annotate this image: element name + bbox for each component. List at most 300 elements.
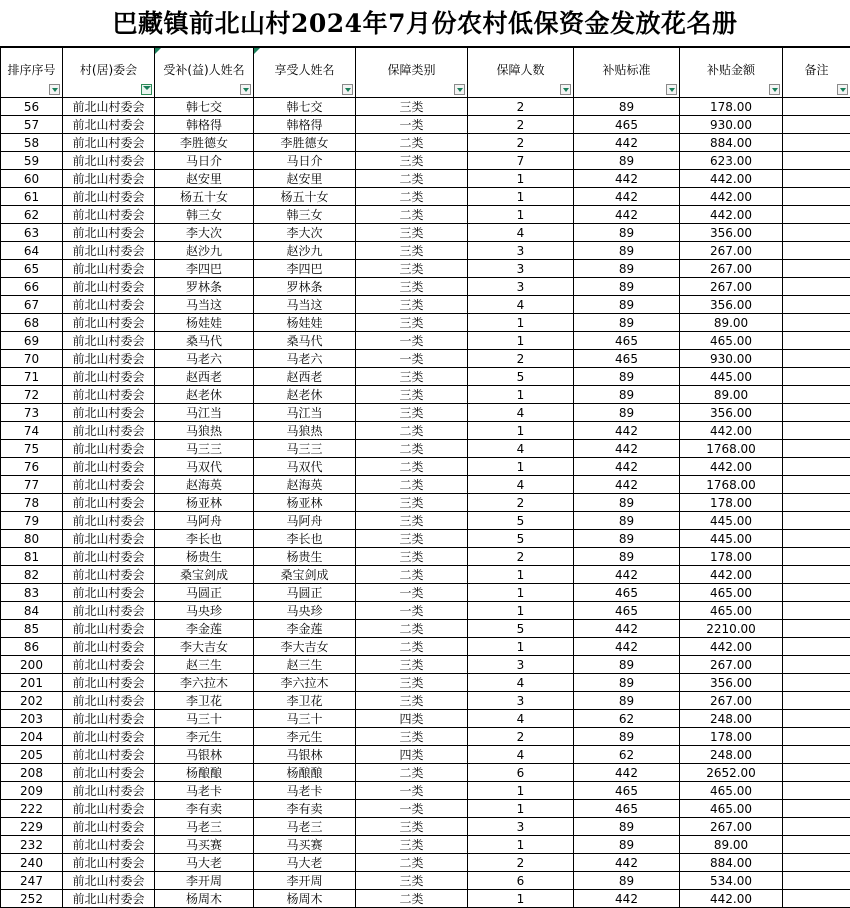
cell-amount[interactable]: 89.00 <box>680 836 783 854</box>
cell-amount[interactable]: 930.00 <box>680 350 783 368</box>
cell-recipient[interactable]: 杨五十女 <box>155 188 254 206</box>
cell-remark[interactable] <box>783 440 850 458</box>
cell-category[interactable]: 三类 <box>356 314 468 332</box>
cell-category[interactable]: 一类 <box>356 332 468 350</box>
cell-index[interactable]: 59 <box>1 152 63 170</box>
cell-standard[interactable]: 442 <box>574 638 680 656</box>
cell-beneficiary[interactable]: 杨五十女 <box>254 188 356 206</box>
cell-people[interactable]: 1 <box>468 206 574 224</box>
cell-index[interactable]: 82 <box>1 566 63 584</box>
cell-people[interactable]: 4 <box>468 710 574 728</box>
cell-category[interactable]: 一类 <box>356 800 468 818</box>
cell-committee[interactable]: 前北山村委会 <box>63 332 155 350</box>
cell-people[interactable]: 4 <box>468 404 574 422</box>
cell-committee[interactable]: 前北山村委会 <box>63 224 155 242</box>
cell-recipient[interactable]: 马当这 <box>155 296 254 314</box>
cell-recipient[interactable]: 马日介 <box>155 152 254 170</box>
cell-remark[interactable] <box>783 746 850 764</box>
cell-committee[interactable]: 前北山村委会 <box>63 728 155 746</box>
cell-people[interactable]: 1 <box>468 782 574 800</box>
cell-index[interactable]: 232 <box>1 836 63 854</box>
cell-category[interactable]: 二类 <box>356 620 468 638</box>
cell-recipient[interactable]: 马央珍 <box>155 602 254 620</box>
cell-beneficiary[interactable]: 马三十 <box>254 710 356 728</box>
cell-standard[interactable]: 442 <box>574 170 680 188</box>
cell-committee[interactable]: 前北山村委会 <box>63 836 155 854</box>
cell-beneficiary[interactable]: 李金莲 <box>254 620 356 638</box>
cell-committee[interactable]: 前北山村委会 <box>63 602 155 620</box>
cell-people[interactable]: 1 <box>468 836 574 854</box>
cell-people[interactable]: 3 <box>468 242 574 260</box>
cell-recipient[interactable]: 赵三生 <box>155 656 254 674</box>
cell-remark[interactable] <box>783 206 850 224</box>
cell-recipient[interactable]: 马三三 <box>155 440 254 458</box>
cell-amount[interactable]: 445.00 <box>680 512 783 530</box>
cell-category[interactable]: 二类 <box>356 458 468 476</box>
cell-category[interactable]: 三类 <box>356 242 468 260</box>
cell-standard[interactable]: 89 <box>574 314 680 332</box>
cell-people[interactable]: 4 <box>468 224 574 242</box>
cell-index[interactable]: 75 <box>1 440 63 458</box>
cell-people[interactable]: 1 <box>468 422 574 440</box>
cell-committee[interactable]: 前北山村委会 <box>63 368 155 386</box>
cell-category[interactable]: 二类 <box>356 566 468 584</box>
cell-amount[interactable]: 442.00 <box>680 458 783 476</box>
cell-amount[interactable]: 267.00 <box>680 692 783 710</box>
cell-standard[interactable]: 442 <box>574 476 680 494</box>
cell-standard[interactable]: 465 <box>574 800 680 818</box>
cell-amount[interactable]: 445.00 <box>680 368 783 386</box>
cell-committee[interactable]: 前北山村委会 <box>63 134 155 152</box>
cell-people[interactable]: 1 <box>468 170 574 188</box>
cell-index[interactable]: 83 <box>1 584 63 602</box>
cell-committee[interactable]: 前北山村委会 <box>63 800 155 818</box>
cell-beneficiary[interactable]: 马三三 <box>254 440 356 458</box>
cell-people[interactable]: 1 <box>468 638 574 656</box>
cell-people[interactable]: 4 <box>468 746 574 764</box>
cell-recipient[interactable]: 李四巴 <box>155 260 254 278</box>
cell-standard[interactable]: 465 <box>574 602 680 620</box>
cell-index[interactable]: 201 <box>1 674 63 692</box>
cell-remark[interactable] <box>783 584 850 602</box>
cell-remark[interactable] <box>783 458 850 476</box>
cell-people[interactable]: 3 <box>468 692 574 710</box>
cell-index[interactable]: 71 <box>1 368 63 386</box>
cell-standard[interactable]: 442 <box>574 422 680 440</box>
cell-remark[interactable] <box>783 728 850 746</box>
cell-beneficiary[interactable]: 赵安里 <box>254 170 356 188</box>
cell-index[interactable]: 203 <box>1 710 63 728</box>
cell-category[interactable]: 二类 <box>356 764 468 782</box>
cell-index[interactable]: 63 <box>1 224 63 242</box>
cell-standard[interactable]: 89 <box>574 224 680 242</box>
cell-amount[interactable]: 178.00 <box>680 98 783 116</box>
cell-beneficiary[interactable]: 马狼热 <box>254 422 356 440</box>
cell-committee[interactable]: 前北山村委会 <box>63 350 155 368</box>
cell-committee[interactable]: 前北山村委会 <box>63 656 155 674</box>
cell-recipient[interactable]: 杨酿酿 <box>155 764 254 782</box>
cell-recipient[interactable]: 杨娃娃 <box>155 314 254 332</box>
cell-beneficiary[interactable]: 韩格得 <box>254 116 356 134</box>
cell-people[interactable]: 1 <box>468 602 574 620</box>
cell-recipient[interactable]: 李大次 <box>155 224 254 242</box>
cell-beneficiary[interactable]: 李胜德女 <box>254 134 356 152</box>
cell-committee[interactable]: 前北山村委会 <box>63 710 155 728</box>
cell-standard[interactable]: 62 <box>574 710 680 728</box>
cell-index[interactable]: 80 <box>1 530 63 548</box>
cell-remark[interactable] <box>783 890 850 908</box>
cell-category[interactable]: 四类 <box>356 746 468 764</box>
cell-standard[interactable]: 89 <box>574 530 680 548</box>
cell-category[interactable]: 三类 <box>356 98 468 116</box>
cell-remark[interactable] <box>783 260 850 278</box>
cell-standard[interactable]: 89 <box>574 368 680 386</box>
cell-index[interactable]: 78 <box>1 494 63 512</box>
cell-recipient[interactable]: 桑马代 <box>155 332 254 350</box>
cell-beneficiary[interactable]: 桑马代 <box>254 332 356 350</box>
cell-committee[interactable]: 前北山村委会 <box>63 386 155 404</box>
cell-beneficiary[interactable]: 李六拉木 <box>254 674 356 692</box>
cell-committee[interactable]: 前北山村委会 <box>63 98 155 116</box>
cell-index[interactable]: 209 <box>1 782 63 800</box>
cell-beneficiary[interactable]: 杨娃娃 <box>254 314 356 332</box>
cell-people[interactable]: 3 <box>468 818 574 836</box>
cell-standard[interactable]: 442 <box>574 188 680 206</box>
cell-recipient[interactable]: 李元生 <box>155 728 254 746</box>
cell-committee[interactable]: 前北山村委会 <box>63 530 155 548</box>
cell-amount[interactable]: 1768.00 <box>680 476 783 494</box>
cell-people[interactable]: 6 <box>468 872 574 890</box>
cell-people[interactable]: 5 <box>468 530 574 548</box>
cell-people[interactable]: 1 <box>468 458 574 476</box>
cell-committee[interactable]: 前北山村委会 <box>63 404 155 422</box>
cell-standard[interactable]: 89 <box>574 728 680 746</box>
cell-index[interactable]: 57 <box>1 116 63 134</box>
cell-remark[interactable] <box>783 116 850 134</box>
cell-index[interactable]: 74 <box>1 422 63 440</box>
cell-beneficiary[interactable]: 赵西老 <box>254 368 356 386</box>
cell-beneficiary[interactable]: 李大次 <box>254 224 356 242</box>
cell-standard[interactable]: 89 <box>574 512 680 530</box>
cell-beneficiary[interactable]: 赵海英 <box>254 476 356 494</box>
cell-remark[interactable] <box>783 602 850 620</box>
cell-recipient[interactable]: 赵安里 <box>155 170 254 188</box>
cell-people[interactable]: 1 <box>468 332 574 350</box>
cell-index[interactable]: 204 <box>1 728 63 746</box>
cell-committee[interactable]: 前北山村委会 <box>63 440 155 458</box>
cell-beneficiary[interactable]: 马日介 <box>254 152 356 170</box>
cell-remark[interactable] <box>783 854 850 872</box>
cell-committee[interactable]: 前北山村委会 <box>63 494 155 512</box>
cell-remark[interactable] <box>783 872 850 890</box>
cell-beneficiary[interactable]: 马银林 <box>254 746 356 764</box>
cell-people[interactable]: 5 <box>468 512 574 530</box>
cell-beneficiary[interactable]: 桑宝剑成 <box>254 566 356 584</box>
cell-category[interactable]: 三类 <box>356 278 468 296</box>
cell-recipient[interactable]: 李开周 <box>155 872 254 890</box>
cell-amount[interactable]: 178.00 <box>680 548 783 566</box>
cell-recipient[interactable]: 韩七交 <box>155 98 254 116</box>
cell-index[interactable]: 66 <box>1 278 63 296</box>
cell-index[interactable]: 208 <box>1 764 63 782</box>
cell-index[interactable]: 65 <box>1 260 63 278</box>
cell-amount[interactable]: 248.00 <box>680 746 783 764</box>
cell-standard[interactable]: 89 <box>574 296 680 314</box>
cell-standard[interactable]: 442 <box>574 440 680 458</box>
cell-recipient[interactable]: 马江当 <box>155 404 254 422</box>
cell-beneficiary[interactable]: 赵三生 <box>254 656 356 674</box>
cell-amount[interactable]: 465.00 <box>680 332 783 350</box>
cell-amount[interactable]: 442.00 <box>680 422 783 440</box>
cell-category[interactable]: 三类 <box>356 692 468 710</box>
cell-index[interactable]: 200 <box>1 656 63 674</box>
cell-index[interactable]: 229 <box>1 818 63 836</box>
cell-amount[interactable]: 442.00 <box>680 188 783 206</box>
cell-index[interactable]: 64 <box>1 242 63 260</box>
cell-beneficiary[interactable]: 杨亚林 <box>254 494 356 512</box>
cell-index[interactable]: 202 <box>1 692 63 710</box>
cell-index[interactable]: 205 <box>1 746 63 764</box>
cell-category[interactable]: 二类 <box>356 134 468 152</box>
cell-beneficiary[interactable]: 李四巴 <box>254 260 356 278</box>
cell-index[interactable]: 84 <box>1 602 63 620</box>
cell-committee[interactable]: 前北山村委会 <box>63 260 155 278</box>
cell-amount[interactable]: 248.00 <box>680 710 783 728</box>
cell-category[interactable]: 一类 <box>356 116 468 134</box>
cell-category[interactable]: 三类 <box>356 818 468 836</box>
cell-category[interactable]: 一类 <box>356 602 468 620</box>
cell-remark[interactable] <box>783 638 850 656</box>
cell-index[interactable]: 60 <box>1 170 63 188</box>
cell-index[interactable]: 85 <box>1 620 63 638</box>
cell-recipient[interactable]: 马买赛 <box>155 836 254 854</box>
cell-beneficiary[interactable]: 杨贵生 <box>254 548 356 566</box>
cell-amount[interactable]: 356.00 <box>680 404 783 422</box>
cell-people[interactable]: 2 <box>468 134 574 152</box>
cell-category[interactable]: 三类 <box>356 872 468 890</box>
cell-category[interactable]: 三类 <box>356 260 468 278</box>
cell-standard[interactable]: 89 <box>574 386 680 404</box>
cell-committee[interactable]: 前北山村委会 <box>63 548 155 566</box>
cell-category[interactable]: 二类 <box>356 854 468 872</box>
cell-standard[interactable]: 442 <box>574 206 680 224</box>
cell-remark[interactable] <box>783 350 850 368</box>
cell-recipient[interactable]: 李胜德女 <box>155 134 254 152</box>
cell-people[interactable]: 4 <box>468 296 574 314</box>
cell-remark[interactable] <box>783 242 850 260</box>
cell-index[interactable]: 69 <box>1 332 63 350</box>
cell-remark[interactable] <box>783 530 850 548</box>
cell-category[interactable]: 三类 <box>356 404 468 422</box>
cell-remark[interactable] <box>783 476 850 494</box>
cell-amount[interactable]: 356.00 <box>680 674 783 692</box>
cell-people[interactable]: 4 <box>468 674 574 692</box>
cell-people[interactable]: 6 <box>468 764 574 782</box>
cell-amount[interactable]: 89.00 <box>680 386 783 404</box>
cell-recipient[interactable]: 马圆正 <box>155 584 254 602</box>
cell-recipient[interactable]: 杨周木 <box>155 890 254 908</box>
cell-remark[interactable] <box>783 710 850 728</box>
cell-index[interactable]: 81 <box>1 548 63 566</box>
cell-standard[interactable]: 89 <box>574 98 680 116</box>
cell-standard[interactable]: 89 <box>574 836 680 854</box>
cell-standard[interactable]: 89 <box>574 494 680 512</box>
cell-people[interactable]: 2 <box>468 494 574 512</box>
cell-recipient[interactable]: 赵西老 <box>155 368 254 386</box>
cell-index[interactable]: 77 <box>1 476 63 494</box>
cell-remark[interactable] <box>783 692 850 710</box>
cell-committee[interactable]: 前北山村委会 <box>63 296 155 314</box>
cell-committee[interactable]: 前北山村委会 <box>63 674 155 692</box>
cell-remark[interactable] <box>783 188 850 206</box>
cell-amount[interactable]: 442.00 <box>680 206 783 224</box>
cell-beneficiary[interactable]: 赵沙九 <box>254 242 356 260</box>
cell-standard[interactable]: 442 <box>574 890 680 908</box>
cell-index[interactable]: 62 <box>1 206 63 224</box>
cell-people[interactable]: 4 <box>468 440 574 458</box>
cell-remark[interactable] <box>783 800 850 818</box>
cell-people[interactable]: 1 <box>468 800 574 818</box>
cell-remark[interactable] <box>783 674 850 692</box>
cell-remark[interactable] <box>783 512 850 530</box>
cell-standard[interactable]: 89 <box>574 404 680 422</box>
cell-recipient[interactable]: 李大吉女 <box>155 638 254 656</box>
cell-remark[interactable] <box>783 98 850 116</box>
cell-amount[interactable]: 884.00 <box>680 854 783 872</box>
cell-committee[interactable]: 前北山村委会 <box>63 206 155 224</box>
cell-category[interactable]: 一类 <box>356 584 468 602</box>
cell-category[interactable]: 三类 <box>356 152 468 170</box>
cell-amount[interactable]: 267.00 <box>680 818 783 836</box>
cell-amount[interactable]: 356.00 <box>680 224 783 242</box>
cell-category[interactable]: 二类 <box>356 440 468 458</box>
cell-beneficiary[interactable]: 赵老休 <box>254 386 356 404</box>
cell-beneficiary[interactable]: 李大吉女 <box>254 638 356 656</box>
cell-amount[interactable]: 930.00 <box>680 116 783 134</box>
cell-amount[interactable]: 89.00 <box>680 314 783 332</box>
cell-recipient[interactable]: 韩三女 <box>155 206 254 224</box>
filter-dropdown-icon[interactable] <box>560 84 571 95</box>
cell-amount[interactable]: 178.00 <box>680 728 783 746</box>
cell-category[interactable]: 二类 <box>356 188 468 206</box>
cell-index[interactable]: 252 <box>1 890 63 908</box>
cell-remark[interactable] <box>783 404 850 422</box>
filter-active-icon[interactable] <box>141 84 152 95</box>
cell-standard[interactable]: 89 <box>574 278 680 296</box>
cell-standard[interactable]: 465 <box>574 332 680 350</box>
cell-recipient[interactable]: 韩格得 <box>155 116 254 134</box>
cell-people[interactable]: 2 <box>468 548 574 566</box>
cell-index[interactable]: 72 <box>1 386 63 404</box>
cell-category[interactable]: 一类 <box>356 350 468 368</box>
cell-beneficiary[interactable]: 马买赛 <box>254 836 356 854</box>
cell-committee[interactable]: 前北山村委会 <box>63 746 155 764</box>
cell-standard[interactable]: 465 <box>574 350 680 368</box>
cell-remark[interactable] <box>783 152 850 170</box>
cell-remark[interactable] <box>783 224 850 242</box>
cell-beneficiary[interactable]: 杨周木 <box>254 890 356 908</box>
cell-recipient[interactable]: 马银林 <box>155 746 254 764</box>
cell-remark[interactable] <box>783 314 850 332</box>
cell-standard[interactable]: 465 <box>574 116 680 134</box>
cell-committee[interactable]: 前北山村委会 <box>63 566 155 584</box>
cell-committee[interactable]: 前北山村委会 <box>63 314 155 332</box>
cell-recipient[interactable]: 马大老 <box>155 854 254 872</box>
cell-amount[interactable]: 442.00 <box>680 890 783 908</box>
cell-beneficiary[interactable]: 李开周 <box>254 872 356 890</box>
cell-people[interactable]: 3 <box>468 260 574 278</box>
cell-committee[interactable]: 前北山村委会 <box>63 620 155 638</box>
cell-remark[interactable] <box>783 566 850 584</box>
cell-remark[interactable] <box>783 836 850 854</box>
cell-standard[interactable]: 89 <box>574 260 680 278</box>
cell-recipient[interactable]: 马老卡 <box>155 782 254 800</box>
cell-beneficiary[interactable]: 李元生 <box>254 728 356 746</box>
cell-remark[interactable] <box>783 656 850 674</box>
cell-amount[interactable]: 442.00 <box>680 638 783 656</box>
cell-committee[interactable]: 前北山村委会 <box>63 584 155 602</box>
cell-recipient[interactable]: 马老三 <box>155 818 254 836</box>
cell-category[interactable]: 二类 <box>356 890 468 908</box>
cell-committee[interactable]: 前北山村委会 <box>63 476 155 494</box>
cell-standard[interactable]: 89 <box>574 242 680 260</box>
cell-remark[interactable] <box>783 422 850 440</box>
cell-committee[interactable]: 前北山村委会 <box>63 116 155 134</box>
cell-people[interactable]: 2 <box>468 854 574 872</box>
cell-people[interactable]: 3 <box>468 278 574 296</box>
cell-amount[interactable]: 267.00 <box>680 278 783 296</box>
cell-category[interactable]: 三类 <box>356 512 468 530</box>
cell-people[interactable]: 1 <box>468 188 574 206</box>
cell-beneficiary[interactable]: 李有卖 <box>254 800 356 818</box>
cell-committee[interactable]: 前北山村委会 <box>63 764 155 782</box>
cell-beneficiary[interactable]: 马双代 <box>254 458 356 476</box>
filter-dropdown-icon[interactable] <box>454 84 465 95</box>
cell-standard[interactable]: 89 <box>574 656 680 674</box>
cell-remark[interactable] <box>783 134 850 152</box>
cell-standard[interactable]: 89 <box>574 674 680 692</box>
filter-dropdown-icon[interactable] <box>666 84 677 95</box>
cell-index[interactable]: 73 <box>1 404 63 422</box>
cell-category[interactable]: 一类 <box>356 782 468 800</box>
cell-people[interactable]: 5 <box>468 620 574 638</box>
cell-people[interactable]: 2 <box>468 728 574 746</box>
cell-committee[interactable]: 前北山村委会 <box>63 818 155 836</box>
cell-recipient[interactable]: 李有卖 <box>155 800 254 818</box>
cell-committee[interactable]: 前北山村委会 <box>63 872 155 890</box>
cell-category[interactable]: 三类 <box>356 494 468 512</box>
cell-amount[interactable]: 267.00 <box>680 656 783 674</box>
cell-amount[interactable]: 534.00 <box>680 872 783 890</box>
cell-people[interactable]: 7 <box>468 152 574 170</box>
cell-remark[interactable] <box>783 386 850 404</box>
cell-standard[interactable]: 442 <box>574 134 680 152</box>
cell-beneficiary[interactable]: 马当这 <box>254 296 356 314</box>
cell-recipient[interactable]: 李卫花 <box>155 692 254 710</box>
cell-people[interactable]: 1 <box>468 314 574 332</box>
cell-beneficiary[interactable]: 韩三女 <box>254 206 356 224</box>
cell-amount[interactable]: 465.00 <box>680 584 783 602</box>
cell-index[interactable]: 68 <box>1 314 63 332</box>
cell-amount[interactable]: 623.00 <box>680 152 783 170</box>
cell-category[interactable]: 二类 <box>356 422 468 440</box>
cell-people[interactable]: 3 <box>468 656 574 674</box>
cell-category[interactable]: 三类 <box>356 836 468 854</box>
cell-amount[interactable]: 442.00 <box>680 170 783 188</box>
cell-recipient[interactable]: 马双代 <box>155 458 254 476</box>
filter-dropdown-icon[interactable] <box>240 84 251 95</box>
filter-dropdown-icon[interactable] <box>837 84 848 95</box>
